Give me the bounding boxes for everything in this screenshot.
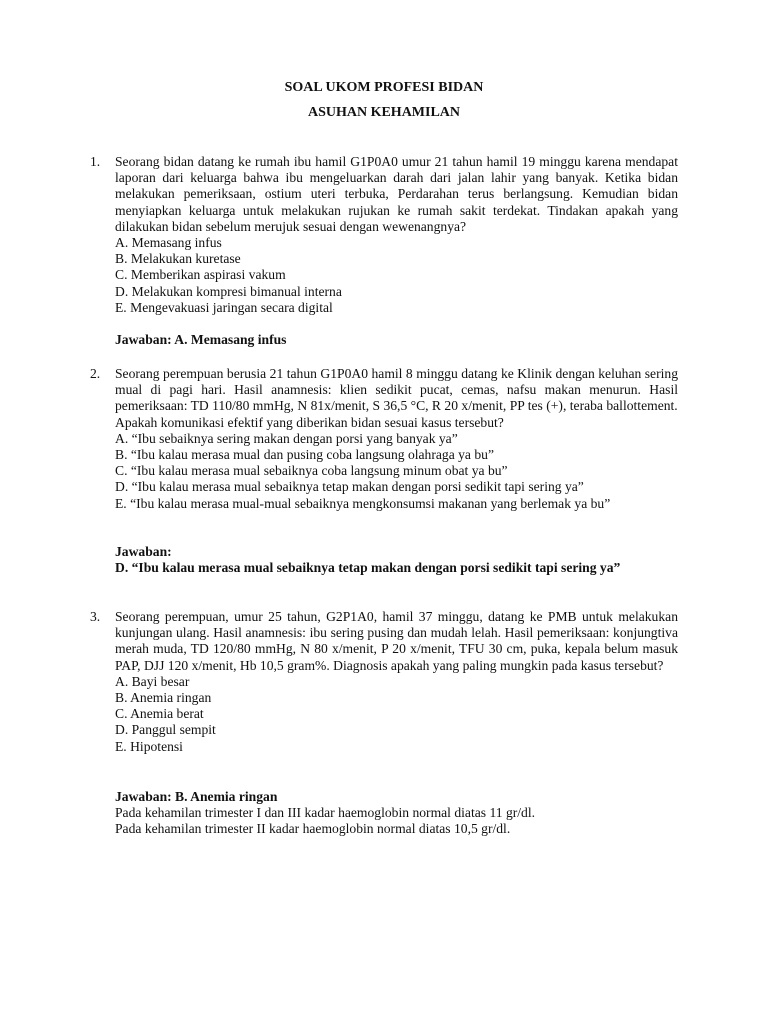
question-1 (90, 154, 678, 316)
option-d: D. Melakukan kompresi bimanual interna (115, 283, 342, 299)
option-d: D. Panggul sempit (115, 722, 216, 738)
answer-2 (115, 544, 685, 576)
answer-label: Jawaban: (115, 544, 172, 559)
question-prompt: Apakah komunikasi efektif yang diberikan bidan sesuai kasus tersebut? (115, 414, 504, 430)
answer-1: Jawaban: A. Memasang infus (115, 332, 287, 347)
answer-3-explanation (115, 805, 685, 837)
document-subtitle: ASUHAN KEHAMILAN (307, 105, 461, 120)
question-2 (90, 366, 678, 512)
explanation-line: Pada kehamilan trimester I dan III kadar haemoglobin normal diatas 11 gr/dl. (115, 805, 536, 820)
option-c: C. “Ibu kalau merasa mual sebaiknya coba langsung minum obat ya bu” (115, 463, 508, 479)
answer-3: Jawaban: B. Anemia ringan (115, 789, 278, 804)
option-d: D. “Ibu kalau merasa mual sebaiknya tetap makan dengan porsi sedikit tapi sering ya” (115, 479, 584, 495)
option-e: E. Mengevakuasi jaringan secara digital (115, 299, 333, 315)
option-c: C. Anemia berat (115, 706, 204, 722)
option-e: E. Hipotensi (115, 738, 183, 754)
document-title: SOAL UKOM PROFESI BIDAN (284, 80, 484, 95)
question-number: 1. (90, 154, 101, 169)
option-a: A. Memasang infus (115, 235, 222, 251)
option-b: B. Anemia ringan (115, 690, 212, 706)
question-number: 3. (90, 609, 101, 624)
option-a: A. “Ibu sebaiknya sering makan dengan porsi yang banyak ya” (115, 430, 458, 446)
question-3 (90, 609, 678, 755)
option-b: B. Melakukan kuretase (115, 251, 241, 267)
question-number: 2. (90, 366, 101, 381)
explanation-line: Pada kehamilan trimester II kadar haemoglobin normal diatas 10,5 gr/dl. (115, 821, 511, 837)
option-c: C. Memberikan aspirasi vakum (115, 267, 286, 283)
option-e: E. “Ibu kalau merasa mual-mual sebaiknya mengkonsumsi makanan yang berlemak ya bu” (115, 495, 611, 511)
option-a: A. Bayi besar (115, 673, 190, 689)
question-stem: Seorang perempuan, umur 25 tahun, G2P1A0, hamil 37 minggu, datang ke PMB untuk melakukan kunjungan ulang. Hasil anamnesis: ibu sering pusing dan mudah lelah. Hasil pemeriksaan: konjungtiva merah muda, TD 120/80 mmHg, N 80 x/menit, P 20 x/menit, TFU 30 cm, puka, kepala belum masuk PAP, DJJ 120 x/menit, Hb 10,5 gram%. Diagnosis apakah yang paling mungkin pada kasus tersebut? (115, 609, 678, 673)
answer-text: D. “Ibu kalau merasa mual sebaiknya tetap makan dengan porsi sedikit tapi sering ya” (115, 560, 621, 576)
option-b: B. “Ibu kalau merasa mual dan pusing coba langsung olahraga ya bu” (115, 447, 494, 463)
question-stem: Seorang perempuan berusia 21 tahun G1P0A0 hamil 8 minggu datang ke Klinik dengan keluhan sering mual di pagi hari. Hasil anamnesis: klien sedikit pucat, cemas, nafsu makan menurun. Hasil pemeriksaan: TD 110/80 mmHg, N 81x/menit, S 36,5 °C, R 20 x/menit, PP tes (+), teraba ballottement. (115, 366, 678, 414)
question-stem: Seorang bidan datang ke rumah ibu hamil G1P0A0 umur 21 tahun hamil 19 minggu karena mendapat laporan dari keluarga bahwa ibu mengeluarkan darah dari jalan lahir yang banyak. Ketika bidan melakukan pemeriksaan, ostium uteri terbuka, Perdarahan terus berlangsung. Kemudian bidan menyiapkan keluarga untuk melakukan rujukan ke rumah sakit terdekat. Tindakan apakah yang dilakukan bidan sebelum merujuk sesuai dengan wewenangnya? (115, 154, 678, 234)
